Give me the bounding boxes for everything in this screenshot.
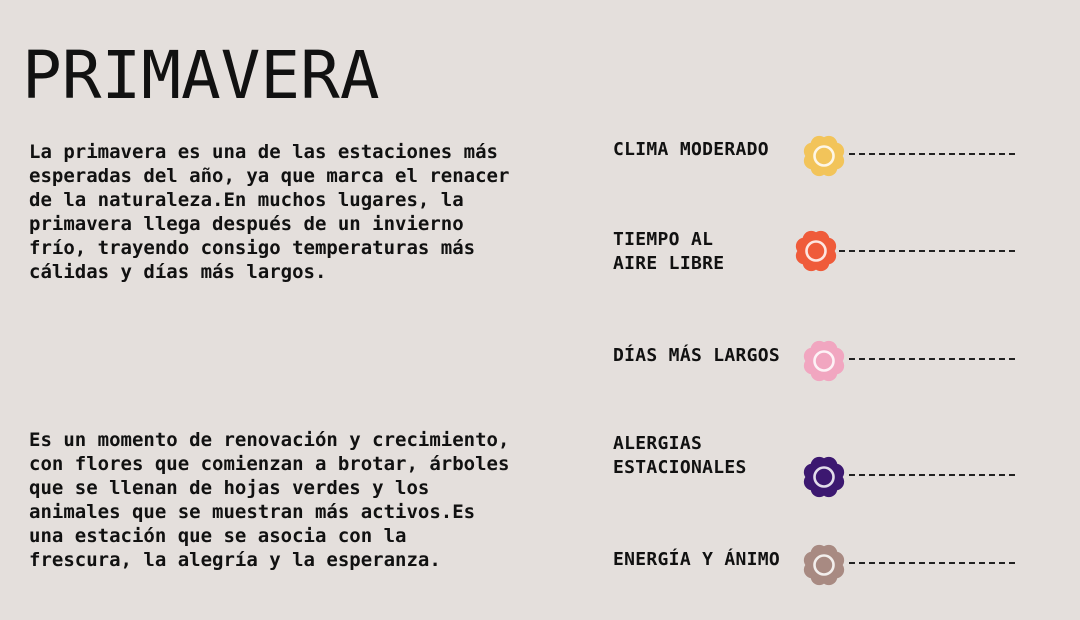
feature-dias-mas-largos xyxy=(613,334,1053,394)
feature-label: CLIMA MODERADO xyxy=(613,139,769,160)
flower-icon xyxy=(799,336,849,386)
intro-paragraph: La primavera es una de las estaciones más esperadas del año, ya que marca el renacer de la naturaleza.En muchos lugares, la primavera llega después de un invierno frío, trayendo consigo temperaturas más cálidas y días más largos. xyxy=(29,141,510,283)
flower-icon xyxy=(791,226,841,276)
dashed-line xyxy=(849,358,1015,360)
dashed-line xyxy=(849,153,1015,155)
feature-clima-moderado xyxy=(613,126,1053,186)
flower-icon xyxy=(799,452,849,502)
dashed-line xyxy=(839,250,1015,252)
feature-label: ALERGIAS ESTACIONALES xyxy=(613,433,747,478)
feature-energia-animo xyxy=(613,538,1053,598)
dashed-line xyxy=(849,562,1015,564)
dashed-line xyxy=(849,474,1015,476)
feature-alergias-estacionales xyxy=(613,432,1053,492)
second-paragraph: Es un momento de renovación y crecimiento, con flores que comienzan a brotar, árboles que se llenan de hojas verdes y los animales que se muestran más activos.Es una estación que se asocia con la frescura, la alegría y la esperanza. xyxy=(29,429,510,571)
flower-icon xyxy=(799,540,849,590)
page-title: PRIMAVERA xyxy=(22,37,380,114)
feature-label: ENERGÍA Y ÁNIMO xyxy=(613,549,781,570)
flower-icon xyxy=(799,131,849,181)
feature-label: TIEMPO AL AIRE LIBRE xyxy=(613,229,725,274)
feature-tiempo-aire-libre xyxy=(613,226,1053,286)
feature-label: DÍAS MÁS LARGOS xyxy=(613,345,781,366)
